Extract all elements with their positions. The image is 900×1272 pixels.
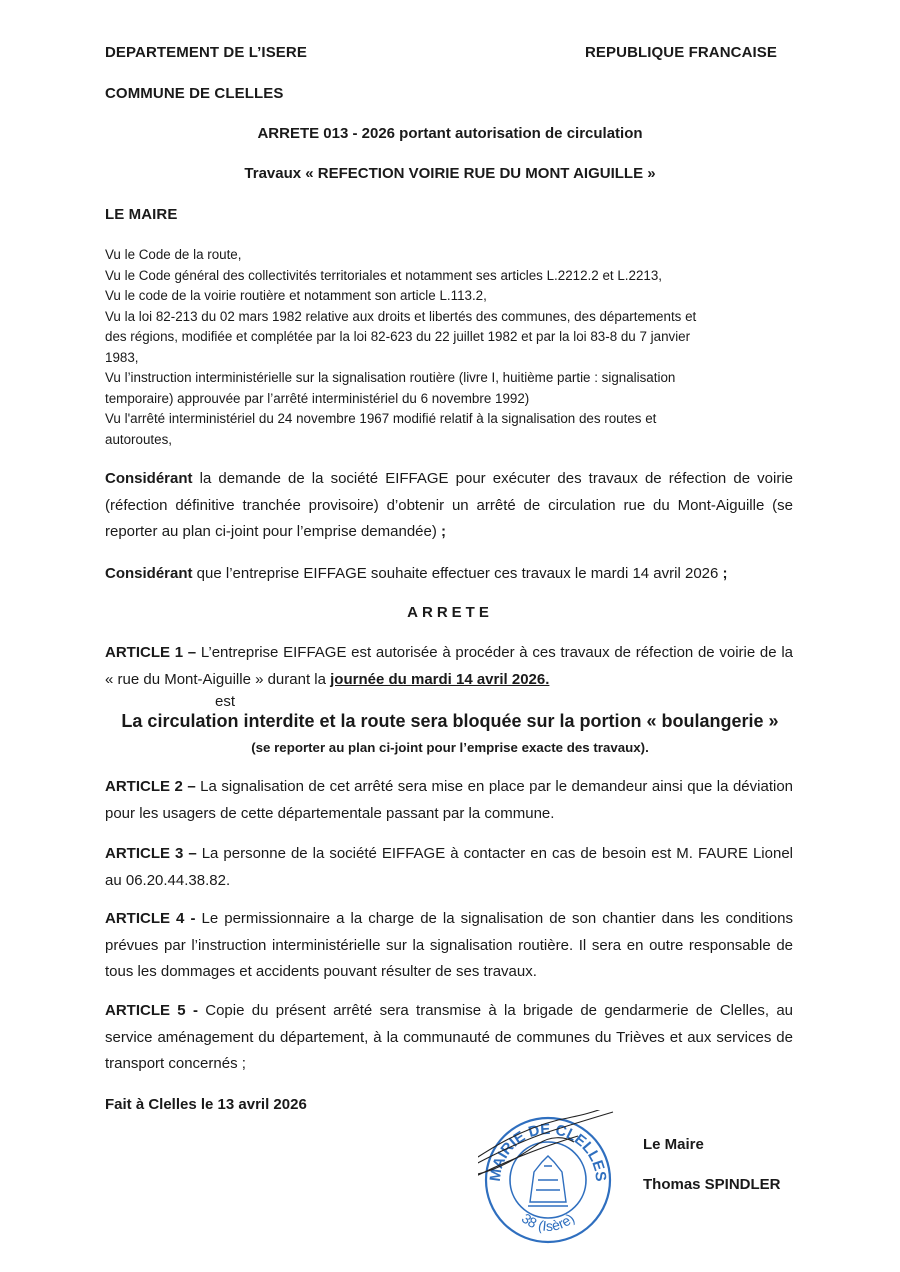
vu-line: Vu l'arrêté interministériel du 24 novembre 1967 modifié relatif à la signalisation des routes et xyxy=(105,411,657,426)
signature-role: Le Maire xyxy=(643,1136,704,1153)
vu-line: Vu l’instruction interministérielle sur la signalisation routière (livre I, huitième partie : signalisation xyxy=(105,370,676,385)
article-1 xyxy=(105,640,793,693)
article-text: Copie du présent arrêté sera transmise à la brigade de gendarmerie de Clelles, au service aménagement du département, à la communauté de communes du Trièves et aux services de transport concernés ; xyxy=(105,1002,794,1072)
considerant-1 xyxy=(105,466,793,546)
vu-line: Vu le Code général des collectivités territoriales et notamment ses articles L.2212.2 et L.2213, xyxy=(105,267,663,283)
vu-line: Vu le code de la voirie routière et notamment son article L.113.2, xyxy=(105,288,487,303)
arrete-title: ARRETE 013 - 2026 portant autorisation de circulation xyxy=(257,125,643,142)
plan-note: (se reporter au plan ci-joint pour l’emprise exacte des travaux). xyxy=(251,740,649,755)
mairie-stamp xyxy=(478,1110,618,1250)
travaux-title: Travaux « REFECTION VOIRIE RUE DU MONT AIGUILLE » xyxy=(244,165,656,182)
vu-line: Vu la loi 82-213 du 02 mars 1982 relative aux droits et libertés des communes, des départements et xyxy=(105,308,697,324)
article-lead: ARTICLE 1 – xyxy=(105,644,197,661)
considerant-lead: Considérant xyxy=(105,565,193,582)
commune-label: COMMUNE DE CLELLES xyxy=(105,85,284,102)
article-text: La personne de la société EIFFAGE à contacter en cas de besoin est M. FAURE Lionel au 06.20.44.38.82. xyxy=(105,845,793,889)
circulation-line: La circulation interdite et la route sera bloquée sur la portion « boulangerie » xyxy=(121,711,779,731)
fait-date: Fait à Clelles le 13 avril 2026 xyxy=(105,1096,307,1113)
republic-label: REPUBLIQUE FRANCAISE xyxy=(585,44,778,61)
stamp-ring-text: MAIRIE DE CLELLES xyxy=(486,1120,610,1183)
article-3 xyxy=(105,841,793,894)
est-insert: est xyxy=(215,693,236,710)
article-text: Le permissionnaire a la charge de la signalisation de son chantier dans les conditions prévues par l’instruction interministérielle sur la signalisation routière. Il sera en outre responsable de tous les dommages et accidents pouvant résulter de ses travaux. xyxy=(105,910,793,980)
considerant-end: ; xyxy=(436,523,447,540)
article-lead: ARTICLE 3 – xyxy=(105,845,197,862)
considerant-2 xyxy=(105,561,793,588)
signature-name: Thomas SPINDLER xyxy=(643,1176,781,1193)
vu-list xyxy=(105,245,795,450)
article-5 xyxy=(105,998,793,1078)
article-date: journée du mardi 14 avril 2026. xyxy=(330,670,550,688)
article-lead: ARTICLE 4 - xyxy=(105,910,196,927)
vu-line: 1983, xyxy=(105,349,139,365)
article-lead: ARTICLE 5 - xyxy=(105,1002,198,1019)
considerant-lead: Considérant xyxy=(105,470,193,487)
considerant-text: que l’entreprise EIFFAGE souhaite effectuer ces travaux le mardi 14 avril 2026 xyxy=(192,565,719,582)
article-lead: ARTICLE 2 – xyxy=(105,778,196,795)
article-text: La signalisation de cet arrêté sera mise en place par le demandeur ainsi que la déviation pour les usagers de cette départementale passant par la commune. xyxy=(105,778,794,822)
vu-line: des régions, modifiée et complétée par la loi 82-623 du 22 juillet 1982 et par la loi 83-8 du 7 janvier xyxy=(105,329,691,344)
department-label: DEPARTEMENT DE L’ISERE xyxy=(105,44,307,61)
article-text: L’entreprise EIFFAGE est autorisée à procéder à ces travaux de réfection de voirie de la « rue du Mont-Aiguille » durant la xyxy=(105,644,794,688)
arrete-heading: ARRETE xyxy=(407,604,493,621)
considerant-end: ; xyxy=(718,565,728,582)
vu-line: temporaire) approuvée par l’arrêté interministériel du 6 novembre 1992) xyxy=(105,390,530,406)
vu-line: autoroutes, xyxy=(105,431,172,447)
article-2 xyxy=(105,774,793,827)
stamp-emblem xyxy=(528,1156,568,1206)
stamp-bottom-text: 38 (Isère) xyxy=(518,1209,578,1235)
article-4 xyxy=(105,906,793,986)
maire-heading: LE MAIRE xyxy=(105,206,178,223)
vu-line: Vu le Code de la route, xyxy=(105,247,242,262)
considerant-text: la demande de la société EIFFAGE pour exécuter des travaux de réfection de voirie (réfection définitive tranchée provisoire) d’obtenir un arrêté de circulation rue du Mont-Aiguille (se reporter au plan ci-joint pour l’emprise demandée) xyxy=(105,470,793,540)
